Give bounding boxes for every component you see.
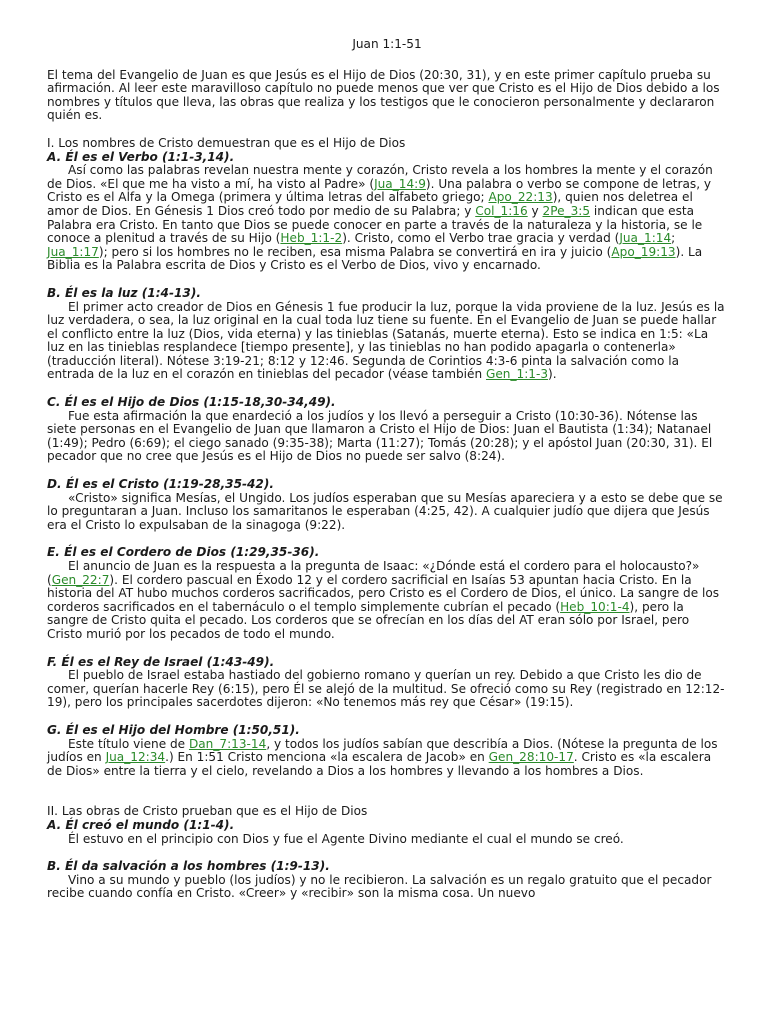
body-text: ). Una palabra o verbo se compone de letras, y Cristo es el Alfa y la Omega (primera y última letras del alfabeto griego; — [47, 176, 712, 205]
scripture-link[interactable]: Jua_12:34 — [105, 750, 166, 765]
scripture-link[interactable]: Gen_22:7 — [51, 572, 110, 587]
intro-paragraph: El tema del Evangelio de Juan es que Jesús es el Hijo de Dios (20:30, 31), y en este primer capítulo prueba su afirmación. Al leer este maravilloso capítulo no puede menos que ver que Cristo es el Hijo de Dios debido a los nombres y títulos que lleva, las obras que realiza y los testigos que le conocieron personalmente y declararon quién es. — [47, 67, 720, 123]
subsection-heading: F. Él es el Rey de Israel (1:43-49). — [47, 654, 275, 669]
scripture-link[interactable]: Gen_1:1-3 — [485, 367, 549, 382]
body-text: ), quien nos deletrea el amor de Dios. En Génesis 1 Dios creó todo por medio de su Palabra; y — [47, 190, 693, 218]
subsection-cristo — [47, 478, 727, 532]
scripture-link[interactable]: Jua_14:9 — [374, 176, 426, 191]
body-text: ). Cristo, como el Verbo trae gracia y verdad ( — [342, 231, 620, 246]
body-text: indican que esta Palabra era Cristo. En tanto que Dios se puede conocer en parte a través de la naturaleza y la historia, se le conoce a plenitud a través de su Hijo ( — [47, 203, 703, 246]
body-text: y — [527, 203, 543, 218]
subsection-heading: D. Él es el Cristo (1:19-28,35-42). — [47, 477, 274, 492]
scripture-link[interactable]: Heb_1:1-2 — [280, 231, 343, 246]
subsection-body — [47, 164, 727, 273]
body-text: ); pero si los hombres no le reciben, esa misma Palabra se convertirá en ira y juicio ( — [98, 244, 612, 259]
part-heading: I. Los nombres de Cristo demuestran que es el Hijo de Dios — [47, 135, 406, 150]
section-works-of-christ — [47, 805, 727, 901]
subsection-salvacion — [47, 860, 727, 901]
subsection-body: Él estuvo en el principio con Dios y fue el Agente Divino mediante el cual el mundo se creó. — [68, 831, 624, 846]
part-heading: II. Las obras de Cristo prueban que es el Hijo de Dios — [47, 804, 368, 819]
subsection-body: Vino a su mundo y pueblo (los judíos) y no le recibieron. La salvación es un regalo gratuito que el pecador recibe cuando confía en Cristo. «Creer» y «recibir» son la misma cosa. Un nuevo — [47, 872, 712, 901]
body-text: . Cristo es «la escalera de Dios» entre la tierra y el cielo, revelando a Dios a los hombres y llevando a los hombres a Dios. — [47, 750, 712, 778]
subsection-body: Fue esta afirmación la que enardeció a los judíos y los llevó a perseguir a Cristo (10:30-36). Nótense las siete personas en el Evangelio de Juan que llamaron a Cristo el Hijo de Dios: Juan el Bautista (1:34); Natanael (1:49); Pedro (6:69); el ciego sanado (9:35-38); Marta (11:27); Tomás (20:28); y el apóstol Juan (20:30, 31). El pecador que no cree que Jesús es el Hijo de Dios no puede ser salvo (8:24). — [47, 408, 713, 464]
subsection-verbo — [47, 151, 727, 273]
body-text: Así como las palabras revelan nuestra mente y corazón, Cristo revela a los hombres la mente y el corazón de Dios. «El que me ha visto a mí, ha visto al Padre» ( — [47, 163, 713, 191]
scripture-link[interactable]: Jua_1:17 — [47, 244, 99, 259]
body-text: ). La Biblia es la Palabra escrita de Dios y Cristo es el Verbo de Dios, vivo y encarnado. — [47, 244, 703, 273]
scripture-link[interactable]: Apo_19:13 — [611, 244, 676, 259]
subsection-body: El pueblo de Israel estaba hastiado del gobierno romano y querían un rey. Debido a que Cristo les dio de comer, querían hacerle Rey (6:15), pero Él se alejó de la multitud. Se ofreció como su Rey (registrado en 12:12-19), pero los principales sacerdotes dijeron: «No tenemos más rey que César» (19:15). — [47, 668, 725, 710]
body-text: , y todos los judíos sabían que describía a Dios. (Nótese la pregunta de los judíos en — [47, 736, 718, 765]
subsection-heading: E. Él es el Cordero de Dios (1:29,35-36). — [47, 545, 320, 560]
body-text: ). — [548, 367, 557, 382]
body-text: Este título viene de — [68, 736, 189, 751]
scripture-link[interactable]: Dan_7:13-14 — [188, 736, 267, 751]
subsection-heading: B. Él es la luz (1:4-13). — [47, 285, 201, 300]
subsection-luz — [47, 287, 727, 382]
scripture-link[interactable]: Apo_22:13 — [488, 190, 553, 205]
subsection-cordero — [47, 546, 727, 641]
scripture-link[interactable]: Jua_1:14 — [619, 231, 672, 246]
scripture-link[interactable]: Gen_28:10-17 — [488, 750, 574, 765]
body-text: .) En 1:51 Cristo menciona «la escalera de Jacob» en — [165, 750, 489, 765]
scripture-link[interactable]: Col_1:16 — [475, 203, 528, 218]
subsection-hijo-del-hombre — [47, 724, 727, 778]
body-text: El anuncio de Juan es la respuesta a la pregunta de Isaac: «¿Dónde está el cordero para el holocausto?» ( — [47, 559, 700, 587]
section-names-of-christ — [47, 137, 727, 778]
document-title: Juan 1:1-51 — [352, 37, 422, 51]
subsection-heading: B. Él da salvación a los hombres (1:9-13). — [47, 859, 330, 874]
subsection-body — [47, 560, 727, 642]
body-text: El primer acto creador de Dios en Génesis 1 fue producir la luz, porque la vida proviene de la luz. Jesús es la luz verdadera, o sea, la luz original en la cual toda luz tiene su fuente. En el Evangelio de Juan se puede hallar el conflicto entre la luz (Dios, vida eterna) y las tinieblas (Satanás, muerte eterna). Esto se indica en 1:5: «La luz en las tinieblas resplandece [tiempo presente], y las tinieblas no han podido apagarla o contenerla» (traducción literal). Nótese 3:19-21; 8:12 y 12:46. Segunda de Corintios 4:3-6 pinta la salvación como la entrada de la luz en el corazón en tinieblas del pecador (véase también — [47, 299, 725, 382]
scripture-link[interactable]: Heb_10:1-4 — [560, 599, 630, 614]
subsection-body — [47, 738, 727, 779]
subsection-hijo-de-dios — [47, 396, 727, 464]
body-text: ). El cordero pascual en Éxodo 12 y el cordero sacrificial en Isaías 53 apuntan hacia Cristo. En la historia del AT hubo muchos corderos sacrificados, pero Cristo es el Cordero de Dios, el único. La sangre de los corderos sacrificados en el tabernáculo o el templo simplemente cubrían el pecado ( — [47, 572, 720, 614]
subsection-body: «Cristo» significa Mesías, el Ungido. Los judíos esperaban que su Mesías apareciera y a esto se debe que se lo preguntaran a Juan. Incluso los samaritanos le esperaban (4:25, 42). A cualquier judío que dijera que Jesús era el Cristo lo expulsaban de la sinagoga (9:22). — [47, 490, 723, 532]
body-text: ; — [671, 231, 676, 246]
subsection-heading: C. Él es el Hijo de Dios (1:15-18,30-34,49). — [47, 395, 336, 410]
subsection-body — [47, 301, 727, 383]
body-text: ), pero la sangre de Cristo quita el pecado. Los corderos que se ofrecían en los días del AT eran sólo por Israel, pero Cristo murió por los pecados de todo el mundo. — [47, 599, 690, 641]
document-page — [47, 38, 727, 901]
subsection-heading: G. Él es el Hijo del Hombre (1:50,51). — [47, 722, 300, 737]
subsection-heading: A. Él creó el mundo (1:1-4). — [47, 817, 235, 832]
subsection-creo-el-mundo — [47, 819, 727, 846]
scripture-link[interactable]: 2Pe_3:5 — [542, 203, 591, 218]
subsection-heading: A. Él es el Verbo (1:1-3,14). — [47, 149, 235, 164]
subsection-rey — [47, 656, 727, 710]
